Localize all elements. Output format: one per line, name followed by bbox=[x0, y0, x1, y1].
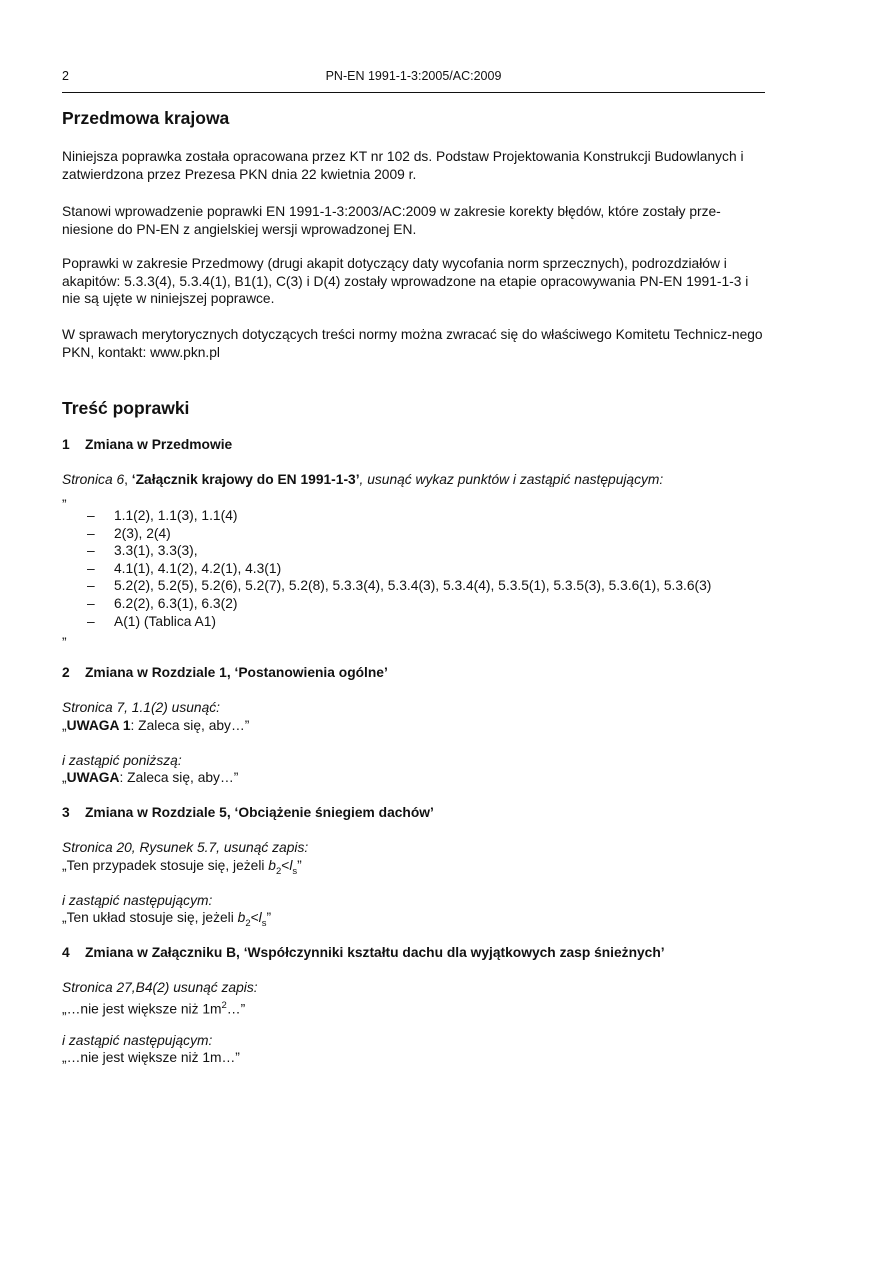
section-2-replace-reference: i zastąpić poniższą: bbox=[62, 753, 182, 768]
preface-paragraph-4: W sprawach merytorycznych dotyczących treści normy można zwracać się do właściwego Komitetu Technicz-nego PKN, kontakt: www.pkn.pl bbox=[62, 327, 763, 360]
section-4-heading: 4 Zmiana w Załączniku B, ‘Współczynniki kształtu dachu dla wyjątkowych zasp śnieżnych’ bbox=[62, 945, 665, 960]
list-item: – 3.3(1), 3.3(3), bbox=[87, 543, 198, 559]
reference-action: , usunąć wykaz punktów i zastąpić następującym: bbox=[359, 472, 664, 487]
section-2-heading: 2 Zmiana w Rozdziale 1, ‘Postanowienia ogólne’ bbox=[62, 665, 388, 680]
section-3-heading: 3 Zmiana w Rozdziale 5, ‘Obciążenie śniegiem dachów’ bbox=[62, 805, 434, 820]
page-number: 2 bbox=[62, 69, 69, 83]
section-4-replacement-text: „…nie jest większe niż 1m…” bbox=[62, 1050, 240, 1065]
section-3-replacement-text: „Ten układ stosuje się, jeżeli $b_2<l_s$” bbox=[62, 910, 272, 929]
amendment-title: Treść poprawki bbox=[62, 398, 190, 418]
section-1-reference: Stronica 6, ‘Załącznik krajowy do EN 1991-1-3’, usunąć wykaz punktów i zastąpić następującym: bbox=[62, 472, 664, 487]
section-number: 1 bbox=[62, 437, 70, 452]
reference-page: Stronica 6 bbox=[62, 472, 125, 487]
preface-paragraph-3: Poprawki w zakresie Przedmowy (drugi akapit dotyczący daty wycofania norm sprzecznych), podrozdziałów i akapitów: 5.3.3(4), 5.3.4(1), B1(1), C(3) i D(4) zostały wprowadzone na etapie opracowywania PN-EN 1991-1-3 i nie są ujęte w niniejszej poprawce. bbox=[62, 256, 749, 306]
section-3-replace-reference: i zastąpić następującym: bbox=[62, 893, 213, 908]
section-title: Zmiana w Przedmowie bbox=[85, 437, 233, 452]
list-item: – 1.1(2), 1.1(3), 1.1(4) bbox=[87, 508, 238, 523]
clause-list bbox=[62, 507, 765, 630]
list-item: – A(1) (Tablica A1) bbox=[87, 613, 216, 629]
section-2-removed-text: „UWAGA 1: Zaleca się, aby…” bbox=[62, 718, 250, 733]
preface-paragraph-2: Stanowi wprowadzenie poprawki EN 1991-1-3:2003/AC:2009 w zakresie korekty błędów, które zostały prze-niesione do PN-EN z angielskiej wersji wprowadzonej EN. bbox=[62, 204, 721, 237]
list-open-quote: ” bbox=[62, 497, 67, 512]
standard-designation: PN-EN 1991-1-3:2005/AC:2009 bbox=[325, 69, 502, 83]
section-2-replacement-text: „UWAGA: Zaleca się, aby…” bbox=[62, 770, 239, 785]
section-3-remove-reference: Stronica 20, Rysunek 5.7, usunąć zapis: bbox=[62, 840, 309, 855]
list-item: – 5.2(2), 5.2(5), 5.2(6), 5.2(7), 5.2(8), 5.3.3(4), 5.3.4(3), 5.3.4(4), 5.3.5(1), 5.3.5(3), 5.3.6(1), 5.3.6(3) bbox=[87, 578, 712, 594]
section-3-removed-text: „Ten przypadek stosuje się, jeżeli $b_2<l_s$” bbox=[62, 858, 302, 877]
section-2-remove-reference: Stronica 7, 1.1(2) usunąć: bbox=[62, 700, 220, 715]
list-item: – 2(3), 2(4) bbox=[87, 525, 171, 541]
section-4-remove-reference: Stronica 27,B4(2) usunąć zapis: bbox=[62, 980, 258, 995]
reference-title: ‘Załącznik krajowy do EN 1991-1-3’ bbox=[131, 472, 360, 487]
list-close-quote: ” bbox=[62, 635, 67, 650]
document-page bbox=[62, 0, 765, 1263]
section-4-removed-text: „…nie jest większe niż $1m^2\dots$” bbox=[62, 1000, 246, 1017]
page-header bbox=[62, 69, 765, 93]
preface-paragraph-1: Niniejsza poprawka została opracowana przez KT nr 102 ds. Podstaw Projektowania Konstrukcji Budowlanych i zatwierdzona przez Prezesa PKN dnia 22 kwietnia 2009 r. bbox=[62, 149, 744, 182]
list-item: – 4.1(1), 4.1(2), 4.2(1), 4.3(1) bbox=[87, 560, 282, 576]
section-1-heading bbox=[62, 437, 232, 452]
preface-title: Przedmowa krajowa bbox=[62, 108, 230, 128]
section-4-replace-reference: i zastąpić następującym: bbox=[62, 1033, 213, 1048]
list-item: – 6.2(2), 6.3(1), 6.3(2) bbox=[87, 595, 238, 611]
